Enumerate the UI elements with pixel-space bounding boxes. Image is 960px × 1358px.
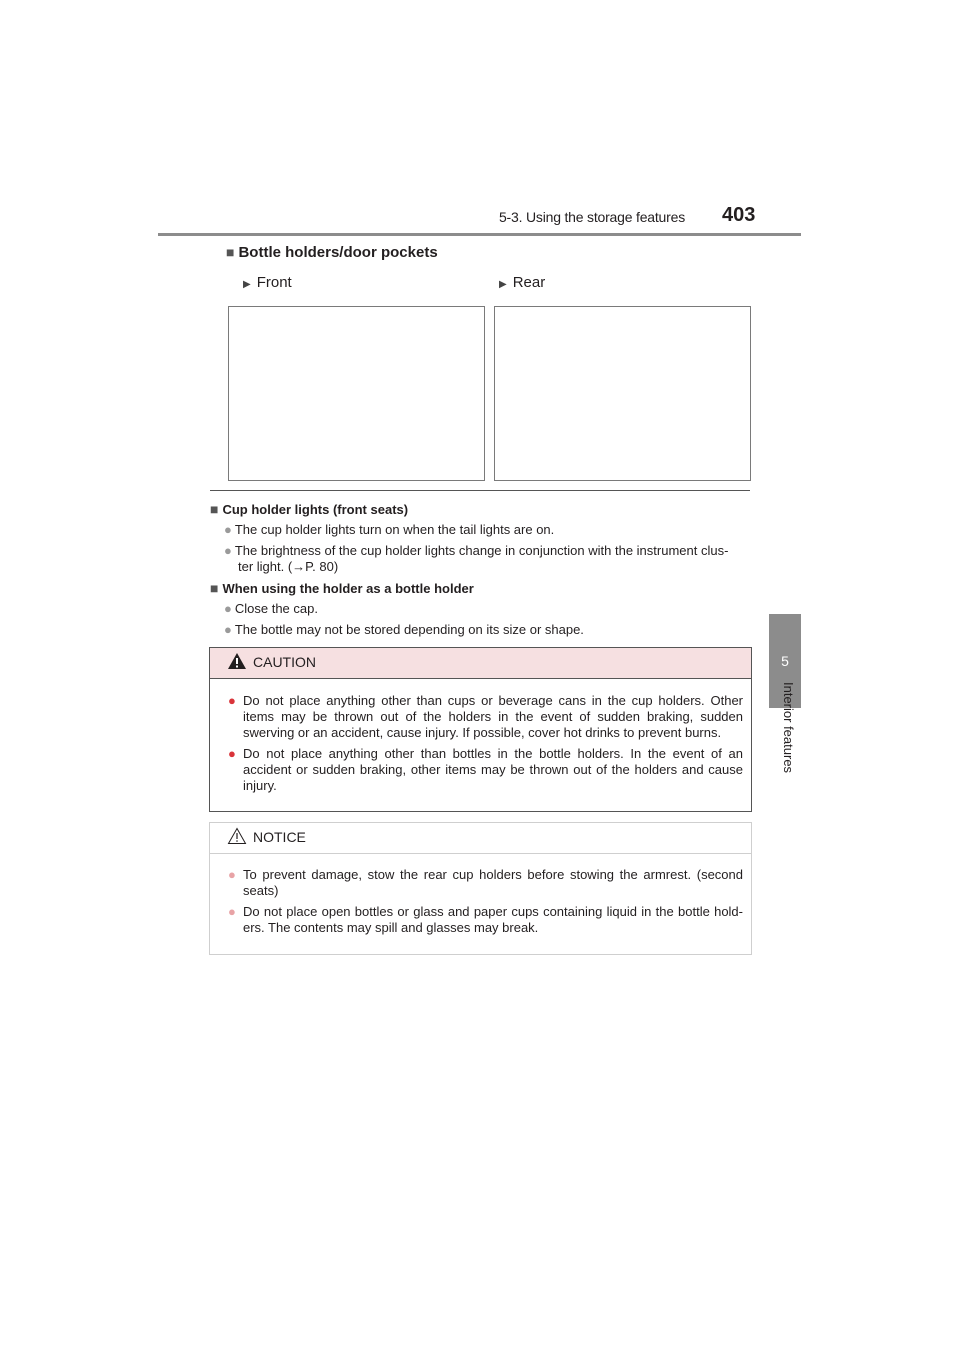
bullet-icon: ● — [228, 904, 236, 919]
front-illustration — [228, 306, 485, 481]
list-item: ● The cup holder lights turn on when the tail lights are on. — [224, 522, 555, 537]
caption-front — [243, 274, 292, 291]
arrow-right-icon: ▶ — [243, 279, 251, 290]
notice-label: NOTICE — [253, 829, 306, 845]
warning-outline-icon — [227, 827, 247, 845]
bullet-icon: ● — [224, 543, 232, 558]
note-heading-bottle-holder: ■ When using the holder as a bottle holder — [210, 580, 474, 596]
bottle-holders-heading — [226, 244, 438, 261]
bullet-icon: ● — [224, 622, 232, 637]
section-title: 5-3. Using the storage features — [498, 209, 685, 225]
notice-box — [209, 822, 752, 955]
note-heading-cup-lights: ■ Cup holder lights (front seats) — [210, 501, 409, 517]
arrow-right-icon: ▶ — [499, 279, 507, 290]
chapter-number: 5 — [781, 653, 789, 669]
notice-item: ● Do not place open bottles or glass and paper cups containing liquid in the bottle hold- ers. The contents may spill and glasses may break. — [228, 904, 743, 935]
bullet-icon: ● — [224, 601, 232, 616]
caution-label: CAUTION — [253, 654, 316, 670]
square-bullet-icon: ■ — [210, 580, 219, 596]
square-bullet-icon: ■ — [226, 244, 235, 260]
warning-icon — [227, 652, 247, 670]
caption-front-label: Front — [256, 274, 292, 291]
caption-rear — [499, 274, 545, 291]
caption-rear-label: Rear — [512, 274, 546, 291]
caution-header — [210, 648, 751, 679]
list-item: ● Close the cap. — [224, 601, 318, 616]
section-divider — [210, 490, 750, 491]
page-number: 403 — [722, 204, 756, 226]
bullet-icon: ● — [228, 693, 236, 708]
bullet-icon: ● — [228, 867, 236, 882]
notice-item: ● To prevent damage, stow the rear cup holders before stowing the armrest. (second seats) — [228, 867, 743, 898]
square-bullet-icon: ■ — [210, 501, 219, 517]
page-reference: ter light. (→P. 80) — [238, 559, 339, 574]
caution-item: ● Do not place anything other than bottles in the bottle holders. In the event of an accident or sudden braking, other items may be thrown out of the holders and cause injury. — [228, 746, 743, 793]
list-item: ● The bottle may not be stored depending on its size or shape. — [224, 622, 584, 637]
bullet-icon: ● — [224, 522, 232, 537]
list-item: ● The brightness of the cup holder lights change in conjunction with the instrument clus- — [224, 543, 729, 558]
bottle-holders-title: Bottle holders/door pockets — [238, 244, 438, 261]
header-rule — [158, 233, 801, 236]
chapter-label: Interior features — [781, 682, 796, 774]
notice-header — [210, 823, 751, 854]
bullet-icon: ● — [228, 746, 236, 761]
caution-item: ● Do not place anything other than cups or beverage cans in the cup holders. Other items may be thrown out of the holders in the event of sudden braking, sudden swerving or an accident, cause injury. If possible, cover hot drinks to prevent burns. — [228, 693, 743, 740]
list-item-continued — [238, 559, 338, 575]
rear-illustration — [494, 306, 751, 481]
caution-box — [209, 647, 752, 812]
